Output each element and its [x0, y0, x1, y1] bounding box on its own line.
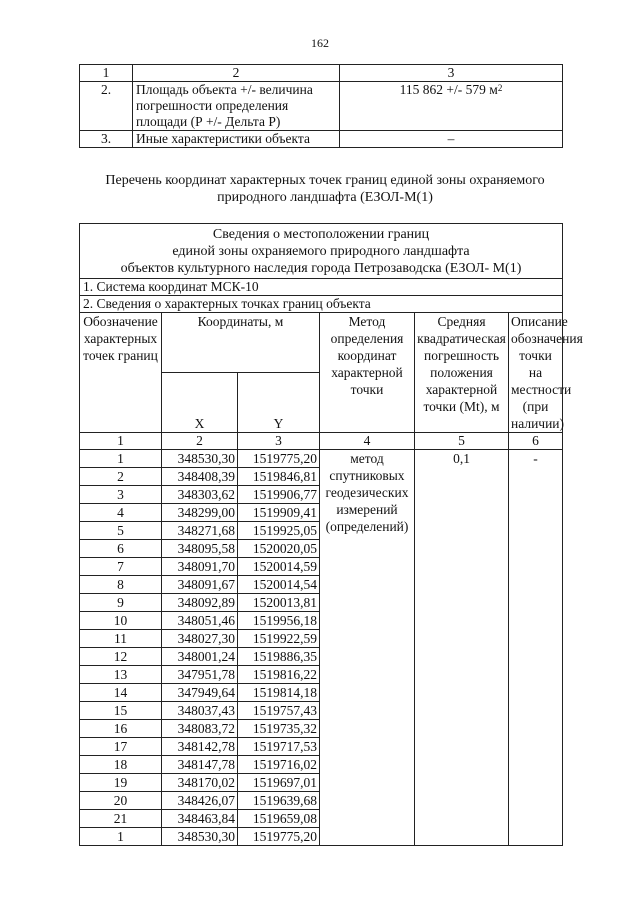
point-y: 1519909,41	[238, 504, 320, 522]
point-number: 21	[80, 810, 162, 828]
point-y: 1519925,05	[238, 522, 320, 540]
point-x: 348408,39	[162, 468, 238, 486]
point-y: 1520014,54	[238, 576, 320, 594]
header-description: Описание обозначения точки на местности (при наличии)	[509, 313, 563, 433]
caption-line: объектов культурного наследия города Петрозаводска (ЕЗОЛ- М(1)	[120, 261, 522, 276]
area-unit-superscript: 2	[497, 83, 503, 93]
point-number: 4	[80, 504, 162, 522]
column-number: 5	[415, 433, 509, 450]
point-y: 1519735,32	[238, 720, 320, 738]
point-y: 1519717,53	[238, 738, 320, 756]
point-x: 348095,58	[162, 540, 238, 558]
table-caption	[80, 224, 563, 279]
point-x: 348083,72	[162, 720, 238, 738]
coordinate-system: 1. Система координат МСК-10	[80, 279, 563, 296]
point-number: 15	[80, 702, 162, 720]
object-characteristics-table	[79, 64, 563, 148]
col-number-1: 1	[80, 65, 133, 82]
error-value: 0,1	[415, 450, 509, 846]
description-value: -	[509, 450, 563, 846]
data-rows	[80, 450, 563, 846]
point-x: 348091,67	[162, 576, 238, 594]
point-number: 1	[80, 828, 162, 846]
method-value: метод спутниковых геодезических измерений (определений)	[320, 450, 415, 846]
col-number-3: 3	[340, 65, 563, 82]
point-y: 1520014,59	[238, 558, 320, 576]
row-number: 3.	[80, 131, 133, 148]
column-number: 1	[80, 433, 162, 450]
point-number: 8	[80, 576, 162, 594]
point-number: 12	[80, 648, 162, 666]
point-y: 1519922,59	[238, 630, 320, 648]
point-number: 9	[80, 594, 162, 612]
point-y: 1519846,81	[238, 468, 320, 486]
area-value	[340, 82, 563, 131]
section-title: Перечень координат характерных точек границ единой зоны охраняемого природного ландшафта (ЕЗОЛ-М(1)	[105, 173, 545, 205]
row-label: Площадь объекта +/- величина погрешности определения площади (Р +/- Дельта Р)	[133, 82, 340, 131]
point-x: 348271,68	[162, 522, 238, 540]
point-x: 348530,30	[162, 828, 238, 846]
row-value: –	[340, 131, 563, 148]
point-number: 16	[80, 720, 162, 738]
caption-line: Сведения о местоположении границ	[212, 227, 430, 242]
point-x: 348142,78	[162, 738, 238, 756]
point-number: 3	[80, 486, 162, 504]
table-row	[80, 82, 563, 131]
col-number-2: 2	[133, 65, 340, 82]
row-label: Иные характеристики объекта	[133, 131, 340, 148]
point-number: 17	[80, 738, 162, 756]
points-info-row	[80, 296, 563, 313]
point-y: 1519956,18	[238, 612, 320, 630]
column-header-row	[80, 313, 563, 373]
point-x: 347949,64	[162, 684, 238, 702]
point-x: 348463,84	[162, 810, 238, 828]
point-y: 1519886,35	[238, 648, 320, 666]
point-x: 348299,00	[162, 504, 238, 522]
caption-row	[80, 224, 563, 279]
point-x: 348530,30	[162, 450, 238, 468]
point-y: 1519814,18	[238, 684, 320, 702]
header-designation: Обозначение характерных точек границ	[80, 313, 162, 433]
point-x: 348170,02	[162, 774, 238, 792]
row-number: 2.	[80, 82, 133, 131]
point-y: 1519775,20	[238, 450, 320, 468]
point-number: 7	[80, 558, 162, 576]
point-x: 347951,78	[162, 666, 238, 684]
point-number: 13	[80, 666, 162, 684]
column-number: 4	[320, 433, 415, 450]
point-number: 6	[80, 540, 162, 558]
point-number: 14	[80, 684, 162, 702]
point-x: 348001,24	[162, 648, 238, 666]
point-y: 1520013,81	[238, 594, 320, 612]
header-method: Метод определения координат характерной точки	[320, 313, 415, 433]
caption-line: единой зоны охраняемого природного ландшафта	[172, 244, 470, 259]
header-error: Средняя квадратическая погрешность положения характерной точки (Mt), м	[415, 313, 509, 433]
point-y: 1519639,68	[238, 792, 320, 810]
table-header-row	[80, 65, 563, 82]
point-x: 348027,30	[162, 630, 238, 648]
point-x: 348091,70	[162, 558, 238, 576]
point-x: 348051,46	[162, 612, 238, 630]
point-y: 1519659,08	[238, 810, 320, 828]
point-x: 348092,89	[162, 594, 238, 612]
point-x: 348147,78	[162, 756, 238, 774]
point-x: 348303,62	[162, 486, 238, 504]
point-x: 348426,07	[162, 792, 238, 810]
column-number-row	[80, 433, 563, 450]
point-y: 1519697,01	[238, 774, 320, 792]
points-info: 2. Сведения о характерных точках границ объекта	[80, 296, 563, 313]
table-row	[80, 450, 563, 468]
point-number: 19	[80, 774, 162, 792]
point-number: 10	[80, 612, 162, 630]
column-number: 2	[162, 433, 238, 450]
area-value-text: 115 862 +/- 579 м	[399, 82, 498, 97]
point-y: 1519757,43	[238, 702, 320, 720]
point-number: 20	[80, 792, 162, 810]
point-y: 1519906,77	[238, 486, 320, 504]
point-number: 18	[80, 756, 162, 774]
point-number: 2	[80, 468, 162, 486]
boundary-points-table	[79, 223, 583, 846]
point-number: 5	[80, 522, 162, 540]
coordinate-system-row	[80, 279, 563, 296]
header-y: Y	[238, 373, 320, 433]
column-number: 3	[238, 433, 320, 450]
point-y: 1519775,20	[238, 828, 320, 846]
point-number: 1	[80, 450, 162, 468]
point-y: 1519816,22	[238, 666, 320, 684]
page-number: 162	[311, 36, 329, 50]
column-number: 6	[509, 433, 563, 450]
point-y: 1520020,05	[238, 540, 320, 558]
point-x: 348037,43	[162, 702, 238, 720]
table-row	[80, 131, 563, 148]
point-y: 1519716,02	[238, 756, 320, 774]
header-coordinates: Координаты, м	[162, 313, 320, 373]
header-x: X	[162, 373, 238, 433]
point-number: 11	[80, 630, 162, 648]
